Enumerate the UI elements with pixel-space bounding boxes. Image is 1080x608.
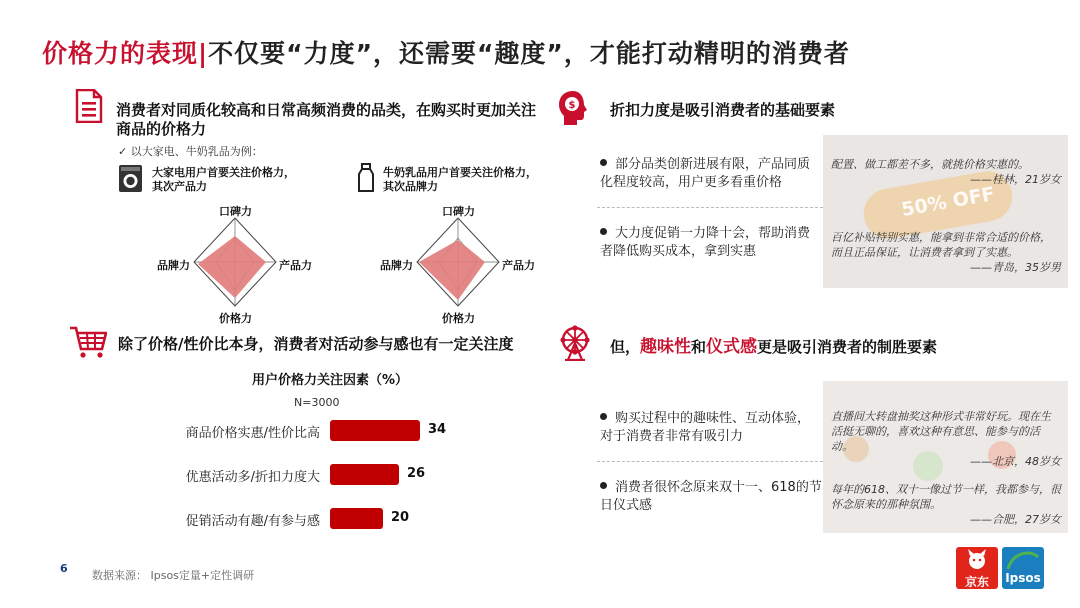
source-note: 数据来源： Ipsos定量+定性调研 [92,569,255,582]
svg-text:$: $ [568,100,576,111]
radar-chart-appliance [190,214,280,310]
page-title [42,34,850,70]
bullet-dot [600,413,607,420]
bar-value-label: 20 [391,510,410,525]
case-dairy-text [383,166,537,194]
bullet-dot [600,482,607,489]
divider [597,461,823,462]
case-dairy-line1: 牛奶乳品用户首要关注价格力， [383,166,537,179]
bar-category-label: 商品价格实惠/性价比高 [185,426,320,441]
bar-chart-title: 用户价格力关注因素（%） [252,373,409,388]
washing-machine-icon [118,164,143,193]
bar [330,464,399,485]
right-bottom-bullet-2-text: 消费者很怀念原来双十一、618的节日仪式感 [600,480,822,513]
quote-3-by: ——北京，48岁女 [970,455,1061,468]
quote-2-by: ——青岛，35岁男 [970,261,1061,274]
bar [330,420,420,441]
case-appliance-text [152,166,295,194]
radar2-axis-right: 产品力 [502,259,535,272]
quote-1 [831,157,1061,187]
quote-4 [831,482,1061,527]
quote-2-text: 百亿补贴特别实惠，能拿到非常合适的价格，而且正品保证，让消费者拿到了实惠。 [831,231,1051,259]
quote-3 [831,409,1061,469]
quote-1-by: ——桂林，21岁女 [970,173,1061,186]
right-bottom-bullet-1 [600,410,822,446]
right-bottom-bullet-2 [600,479,822,515]
title-highlight: 价格力的表现| [42,39,209,68]
discount-head-icon [558,90,588,126]
bar-value-label: 34 [428,422,447,437]
radar1-axis-top: 口碑力 [219,205,252,218]
bullet-dot [600,228,607,235]
jd-logo [956,547,998,589]
right-top-bullet-1-text: 部分品类创新进展有限，产品同质化程度较高，用户更多看重价格 [600,157,811,190]
example-note: ✓ 以大家电、牛奶乳品为例： [118,145,263,158]
right-top-bullet-2 [600,225,822,261]
bar-category-label: 促销活动有趣/有参与感 [185,514,320,529]
radar2-axis-left: 品牌力 [380,259,413,272]
ferris-wheel-icon [558,325,592,361]
heading-highlight-fun: 趣味性 [640,337,692,357]
bar-category-label: 优惠活动多/折扣力度大 [185,470,320,485]
left-bottom-heading: 除了价格/性价比本身，消费者对活动参与感也有一定关注度 [118,335,514,353]
jd-logo-text: 京东 [964,575,989,589]
ipsos-logo-text: Ipsos [1005,571,1041,585]
radar2-axis-top: 口碑力 [442,205,475,218]
heading-part-2: 和 [691,338,707,356]
radar1-axis-bottom: 价格力 [219,312,252,325]
case-appliance-line2: 其次产品力 [152,180,207,193]
case-appliance-line1: 大家电用户首要关注价格力， [152,166,295,179]
ipsos-logo [1002,547,1044,589]
radar2-axis-bottom: 价格力 [442,312,475,325]
bar-value-label: 26 [407,466,426,481]
milk-bottle-icon [357,163,375,193]
bar-chart [160,418,460,538]
quote-1-text: 配置、做工都差不多，就挑价格实惠的。 [831,158,1029,171]
quote-image-fun [823,381,1068,533]
right-bottom-bullet-1-text: 购买过程中的趣味性、互动体验，对于消费者非常有吸引力 [600,411,811,444]
bar-chart-subtitle: N=3000 [294,396,340,409]
right-top-bullet-1 [600,156,822,192]
bar [330,508,383,529]
title-rest: 不仅要“力度”，还需要“趣度”，才能打动精明的消费者 [208,39,850,68]
left-top-heading: 消费者对同质化较高和日常高频消费的品类，在购买时更加关注商品的价格力 [116,101,537,138]
quote-4-by: ——合肥，27岁女 [970,513,1061,526]
right-bottom-heading [610,338,937,357]
quote-3-text: 直播间大转盘抽奖这种形式非常好玩。现在生活挺无聊的，喜欢这种有意思、能参与的活动。 [831,410,1051,453]
radar-shape-appliance [198,236,266,298]
heading-highlight-ritual: 仪式感 [706,337,758,357]
case-dairy-line2: 其次品牌力 [383,180,438,193]
radar-chart-dairy [413,214,503,310]
heading-part-3: 更是吸引消费者的制胜要素 [757,338,938,356]
ipsos-swirl-icon [1002,547,1044,573]
quote-image-discount [823,135,1068,288]
right-top-heading: 折扣力度是吸引消费者的基础要素 [610,101,836,119]
radar1-axis-right: 产品力 [279,259,312,272]
shopping-cart-icon [69,325,107,359]
heading-part-1: 但， [610,338,641,356]
page-number: 6 [60,562,68,575]
divider [597,207,823,208]
discount-badge: 50% OFF [899,182,997,222]
right-top-bullet-2-text: 大力度促销一力降十会，帮助消费者降低购买成本，拿到实惠 [600,226,811,259]
quote-2 [831,230,1061,275]
radar1-axis-left: 品牌力 [157,259,190,272]
bullet-dot [600,159,607,166]
quote-4-text: 每年的618、双十一像过节一样，我都参与，很怀念原来的那种氛围。 [831,483,1061,511]
document-icon [74,89,104,123]
